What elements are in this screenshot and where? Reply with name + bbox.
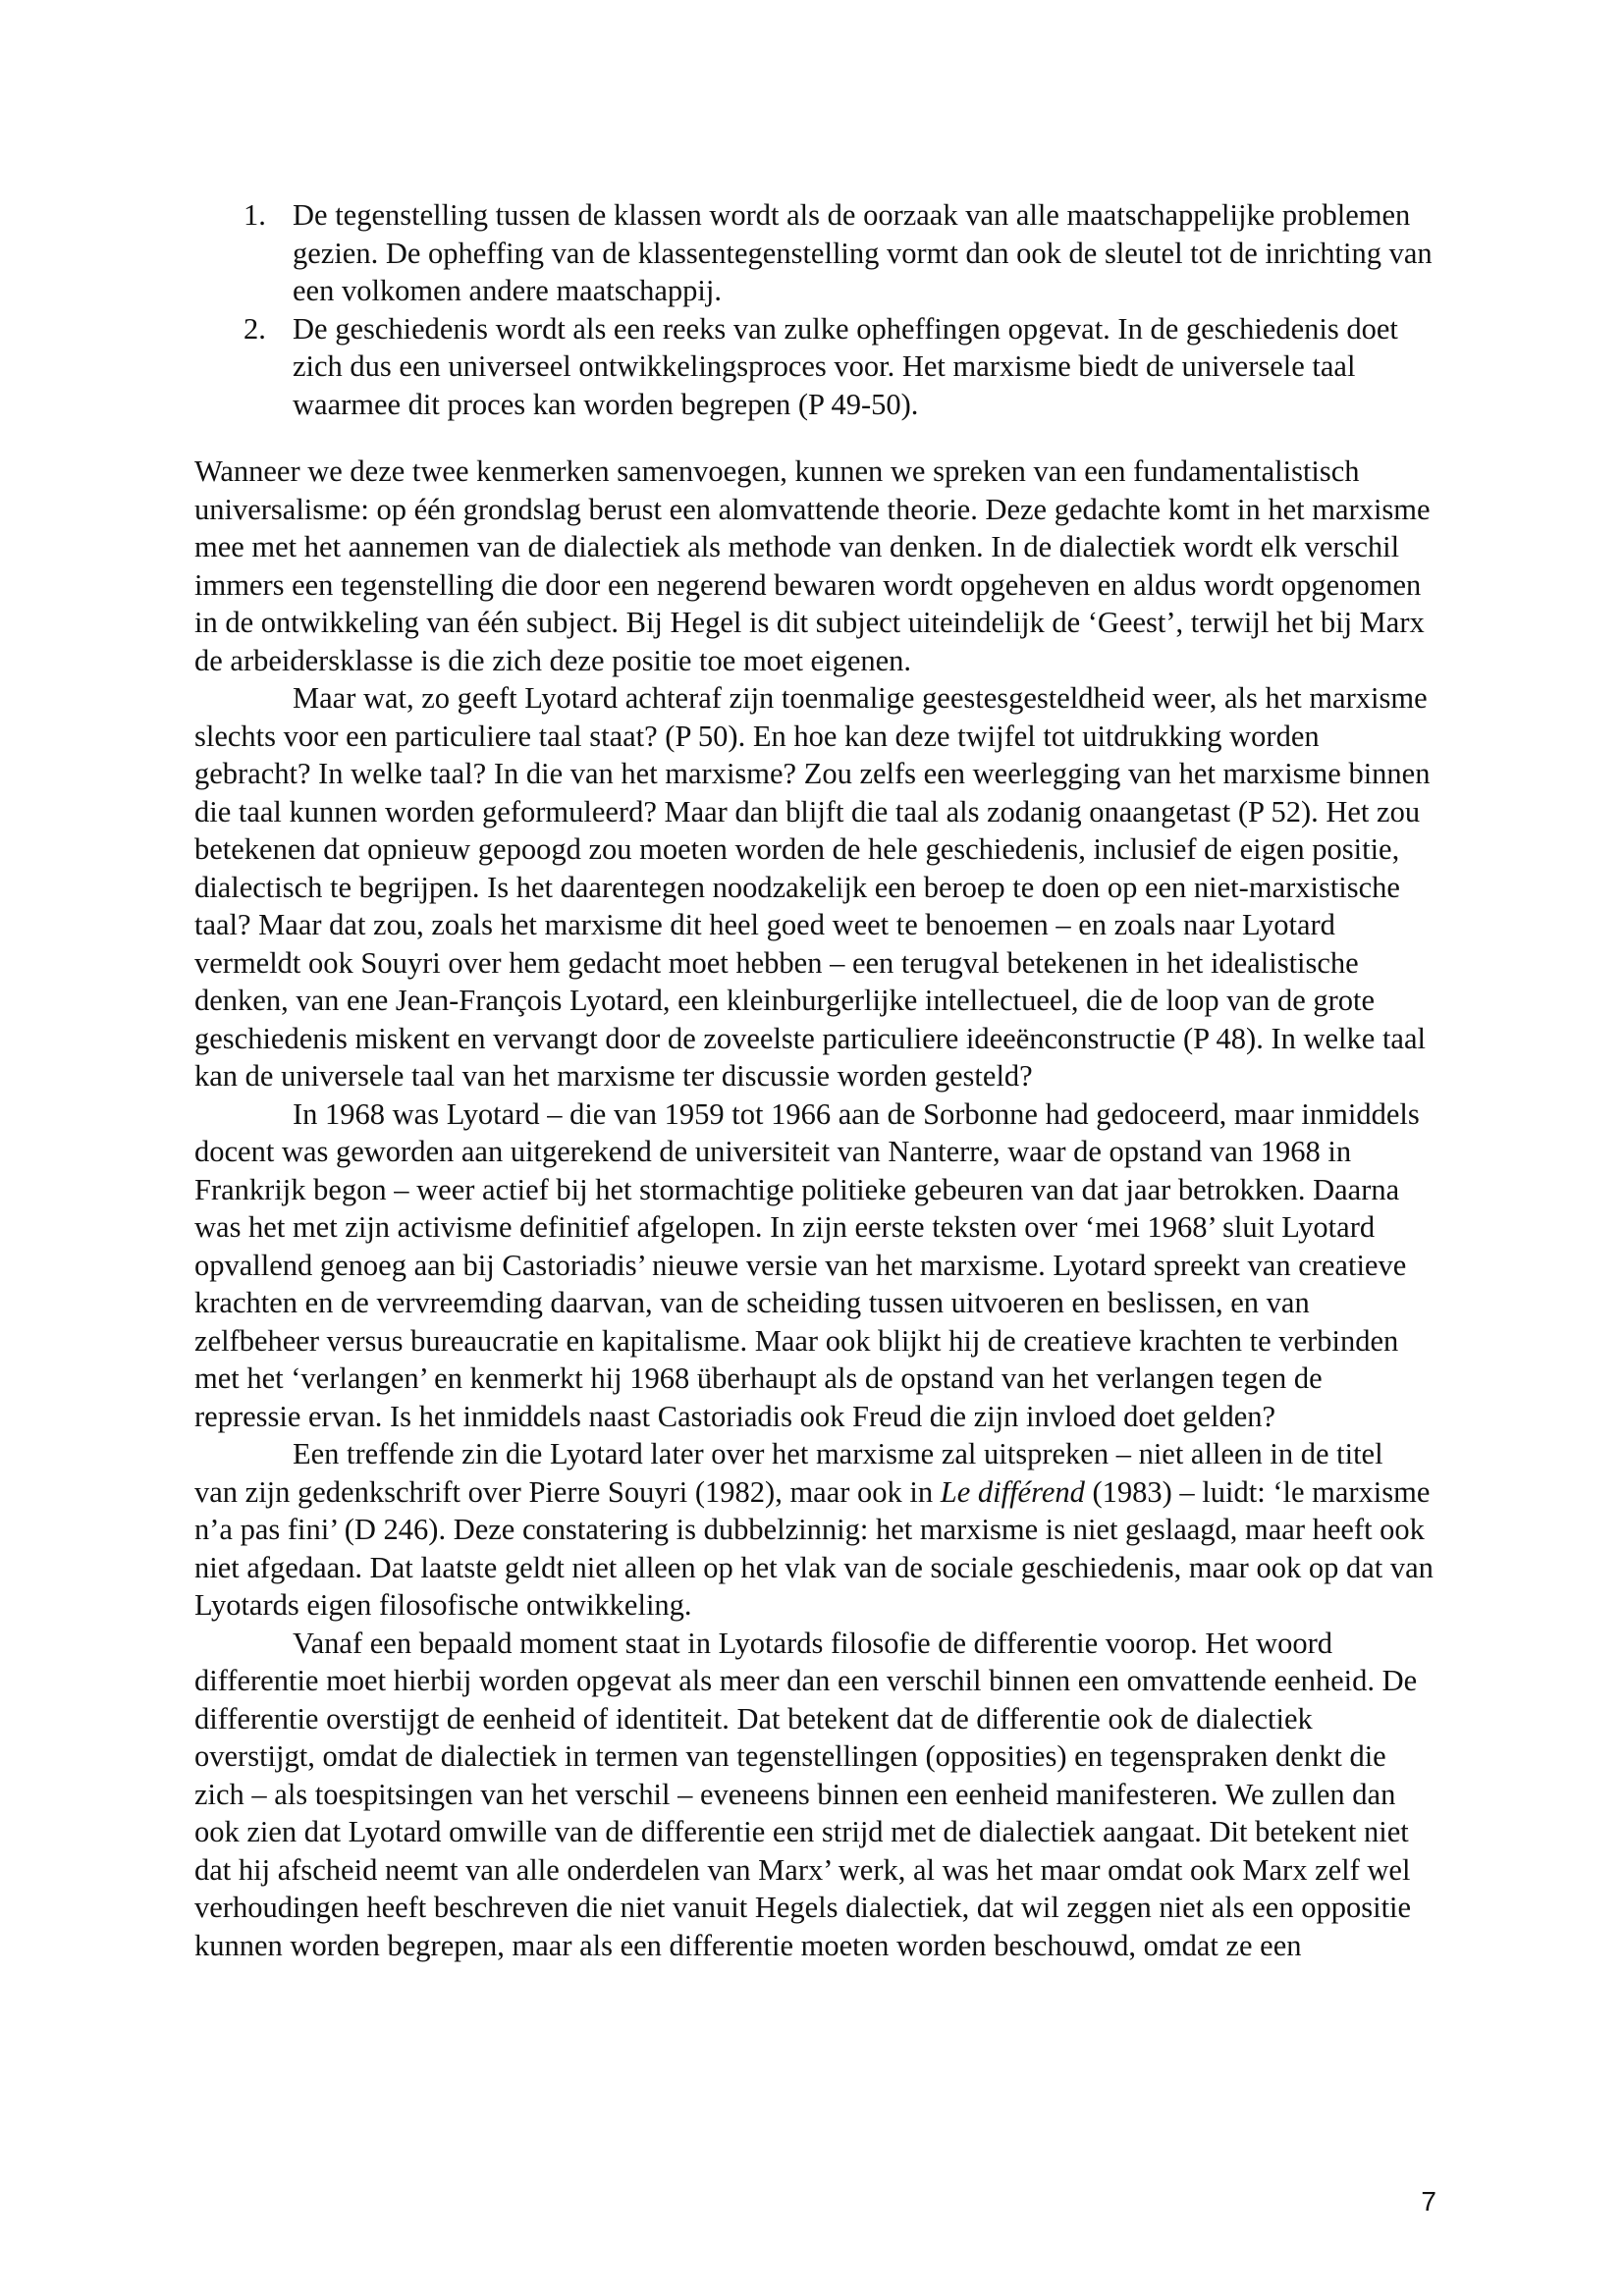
list-item <box>194 196 1434 310</box>
paragraph-text: Een treffende zin die Lyotard later over het marxisme zal uitspreken – niet alleen in de titel van zijn gedenkschrift over Pierre Souyri (1982), maar ook in <box>194 1437 1383 1509</box>
list-item-text: De geschiedenis wordt als een reeks van zulke opheffingen opgevat. In de geschiedenis doet zich dus een universeel ontwikkelingsproces voor. Het marxisme biedt de universele taal waarmee dit proces kan worden begrepen (P 49-50). <box>293 311 1398 421</box>
list-item <box>194 310 1434 424</box>
list-item-number: 1. <box>244 198 266 232</box>
numbered-list <box>194 196 1434 423</box>
list-item-number: 2. <box>244 311 266 346</box>
paragraph <box>194 1435 1434 1625</box>
paragraph: In 1968 was Lyotard – die van 1959 tot 1966 aan de Sorbonne had gedoceerd, maar inmiddels docent was geworden aan uitgerekend de universiteit van Nanterre, waar de opstand van 1968 in Frankrijk begon – weer actief bij het stormachtige politieke gebeuren van dat jaar betrokken. Daarna was het met zijn activisme definitief afgelopen. In zijn eerste teksten over ‘mei 1968’ sluit Lyotard opvallend genoeg aan bij Castoriadis’ nieuwe versie van het marxisme. Lyotard spreekt van creatieve krachten en de vervreemding daarvan, van de scheiding tussen uitvoeren en beslissen, en van zelfbeheer versus bureaucratie en kapitalisme. Maar ook blijkt hij de creatieve krachten te verbinden met het ‘verlangen’ en kenmerkt hij 1968 überhaupt als de opstand van het verlangen tegen de repressie ervan. Is het inmiddels naast Castoriadis ook Freud die zijn invloed doet gelden? <box>194 1096 1420 1433</box>
list-item-text: De tegenstelling tussen de klassen wordt als de oorzaak van alle maatschappelijke problemen gezien. De opheffing van de klassentegenstelling vormt dan ook de sleutel tot de inrichting van een volkomen andere maatschappij. <box>293 198 1433 307</box>
paragraph: Maar wat, zo geeft Lyotard achteraf zijn toenmalige geestesgesteldheid weer, als het marxisme slechts voor een particuliere taal staat? (P 50). En hoe kan deze twijfel tot uitdrukking worden gebracht? In welke taal? In die van het marxisme? Zou zelfs een weerlegging van het marxisme binnen die taal kunnen worden geformuleerd? Maar dan blijft die taal als zodanig onaangetast (P 52). Het zou betekenen dat opnieuw gepoogd zou moeten worden de hele geschiedenis, inclusief de eigen positie, dialectisch te begrijpen. Is het daarentegen noodzakelijk een beroep te doen op een niet-marxistische taal? Maar dat zou, zoals het marxisme dit heel goed weet te benoemen – en zoals naar Lyotard vermeldt ook Souyri over hem gedacht moet hebben – een terugval betekenen in het idealistische denken, van ene Jean-François Lyotard, een kleinburgerlijke intellectueel, die de loop van de grote geschiedenis miskent en vervangt door de zoveelste particuliere ideeënconstructie (P 48). In welke taal kan de universele taal van het marxisme ter discussie worden gesteld? <box>194 681 1431 1093</box>
paragraph-text: (1983) – luidt: ‘le marxisme n’a pas fini’ (D 246). Deze constatering is dubbelzinnig: het marxisme is niet geslaagd, maar heeft ook niet afgedaan. Dat laatste geldt niet alleen op het vlak van de sociale geschiedenis, maar ook op dat van Lyotards eigen filosofische ontwikkeling. <box>194 1474 1434 1622</box>
paragraph: Wanneer we deze twee kenmerken samenvoegen, kunnen we spreken van een fundamentalistisch universalisme: op één grondslag berust een alomvattende theorie. Deze gedachte komt in het marxisme mee met het aannemen van de dialectiek als methode van denken. In de dialectiek wordt elk verschil immers een tegenstelling die door een negerend bewaren wordt opgeheven en aldus wordt opgenomen in de ontwikkeling van één subject. Bij Hegel is dit subject uiteindelijk de ‘Geest’, terwijl het bij Marx de arbeidersklasse is die zich deze positie toe moet eigenen. <box>194 454 1431 677</box>
page-body <box>194 196 1434 1964</box>
page-number: 7 <box>1421 2186 1436 2216</box>
book-title-italic: Le différend <box>940 1474 1085 1509</box>
paragraph: Vanaf een bepaald moment staat in Lyotards filosofie de differentie voorop. Het woord differentie moet hierbij worden opgevat als meer dan een verschil binnen een omvattende eenheid. De differentie overstijgt de eenheid of identiteit. Dat betekent dat de differentie ook de dialectiek overstijgt, omdat de dialectiek in termen van tegenstellingen (opposities) en tegenspraken denkt die zich – als toespitsingen van het verschil – eveneens binnen een eenheid manifesteren. We zullen dan ook zien dat Lyotard omwille van de differentie een strijd met de dialectiek aangaat. Dit betekent niet dat hij afscheid neemt van alle onderdelen van Marx’ werk, al was het maar omdat ook Marx zelf wel verhoudingen heeft beschreven die niet vanuit Hegels dialectiek, dat wil zeggen niet als een oppositie kunnen worden begrepen, maar als een differentie moeten worden beschouwd, omdat ze een <box>194 1626 1418 1962</box>
